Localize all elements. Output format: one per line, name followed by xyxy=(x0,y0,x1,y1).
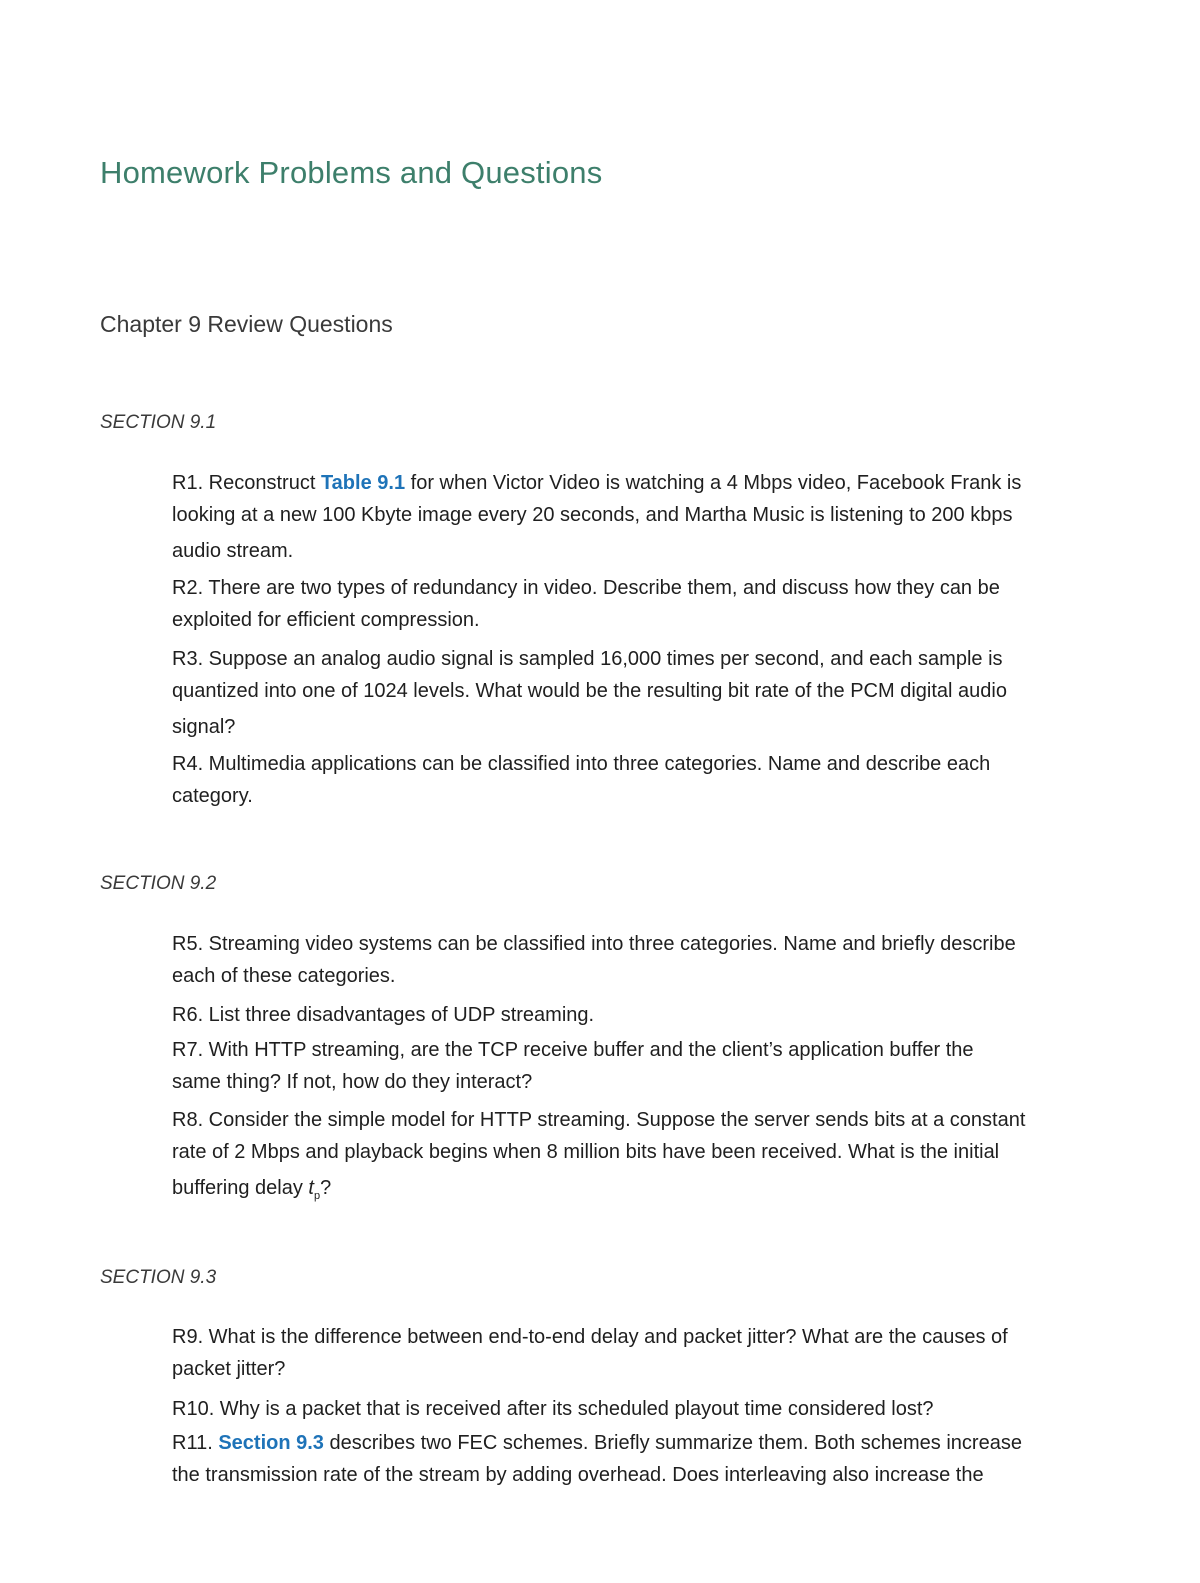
question-text: buffering delay xyxy=(172,1177,309,1199)
page-title: Homework Problems and Questions xyxy=(100,155,603,190)
question-r8 xyxy=(172,1104,1102,1216)
question-line: looking at a new 100 Kbyte image every 20 seconds, and Martha Music is listening to 200 kbps xyxy=(172,504,1013,526)
question-line: packet jitter? xyxy=(172,1358,286,1380)
question-text: describes two FEC schemes. Briefly summarize them. Both schemes increase xyxy=(323,1432,1022,1454)
question-r11 xyxy=(172,1427,1102,1491)
question-line: same thing? If not, how do they interact? xyxy=(172,1071,533,1093)
question-line: rate of 2 Mbps and playback begins when 8 million bits have been received. What is the initial xyxy=(172,1141,1000,1163)
question-line: R5. Streaming video systems can be classified into three categories. Name and briefly describe xyxy=(172,933,1016,955)
chapter-title: Chapter 9 Review Questions xyxy=(100,311,393,337)
initial-delay-variable: $t_p$ xyxy=(308,1177,321,1202)
question-line: R10. Why is a packet that is received after its scheduled playout time considered lost? xyxy=(172,1398,934,1420)
question-line: exploited for efficient compression. xyxy=(172,609,480,631)
table-9-1-link[interactable]: Table 9.1 xyxy=(320,472,406,494)
question-line: the transmission rate of the stream by adding overhead. Does interleaving also increase the xyxy=(172,1464,984,1486)
question-r7 xyxy=(172,1034,1102,1098)
question-line: R9. What is the difference between end-to-end delay and packet jitter? What are the causes of xyxy=(172,1326,1008,1348)
section-heading-9-1: SECTION 9.1 xyxy=(100,412,217,433)
question-line: each of these categories. xyxy=(172,965,396,987)
question-text: ? xyxy=(320,1177,332,1199)
question-line: R2. There are two types of redundancy in video. Describe them, and discuss how they can be xyxy=(172,577,1000,599)
question-r3 xyxy=(172,643,1102,747)
question-r9 xyxy=(172,1321,1102,1385)
question-line: category. xyxy=(172,785,253,807)
question-line: R4. Multimedia applications can be classified into three categories. Name and describe each xyxy=(172,753,991,775)
section-9-3-link[interactable]: Section 9.3 xyxy=(218,1432,324,1454)
section-heading-9-2: SECTION 9.2 xyxy=(100,873,217,894)
section-heading-9-3: SECTION 9.3 xyxy=(100,1267,217,1288)
question-line: R3. Suppose an analog audio signal is sampled 16,000 times per second, and each sample is xyxy=(172,648,1003,670)
question-r4 xyxy=(172,748,1102,812)
question-r10 xyxy=(172,1393,1102,1425)
question-line xyxy=(172,467,1102,499)
question-line: R7. With HTTP streaming, are the TCP receive buffer and the client’s application buffer the xyxy=(172,1039,974,1061)
question-line xyxy=(172,1427,1102,1459)
question-text: R1. Reconstruct xyxy=(172,472,321,494)
question-r6 xyxy=(172,999,1102,1031)
question-r1 xyxy=(172,467,1102,571)
question-line: R6. List three disadvantages of UDP streaming. xyxy=(172,1004,595,1026)
question-r5 xyxy=(172,928,1102,992)
question-line: quantized into one of 1024 levels. What would be the resulting bit rate of the PCM digital audio xyxy=(172,680,1007,702)
question-text: R11. xyxy=(172,1432,219,1454)
question-text: for when Victor Video is watching a 4 Mbps video, Facebook Frank is xyxy=(405,472,1022,494)
question-line: audio stream. xyxy=(172,540,294,562)
question-line: signal? xyxy=(172,716,236,738)
question-r2 xyxy=(172,572,1102,636)
question-line xyxy=(172,1168,1102,1216)
question-line: R8. Consider the simple model for HTTP streaming. Suppose the server sends bits at a constant xyxy=(172,1109,1026,1131)
